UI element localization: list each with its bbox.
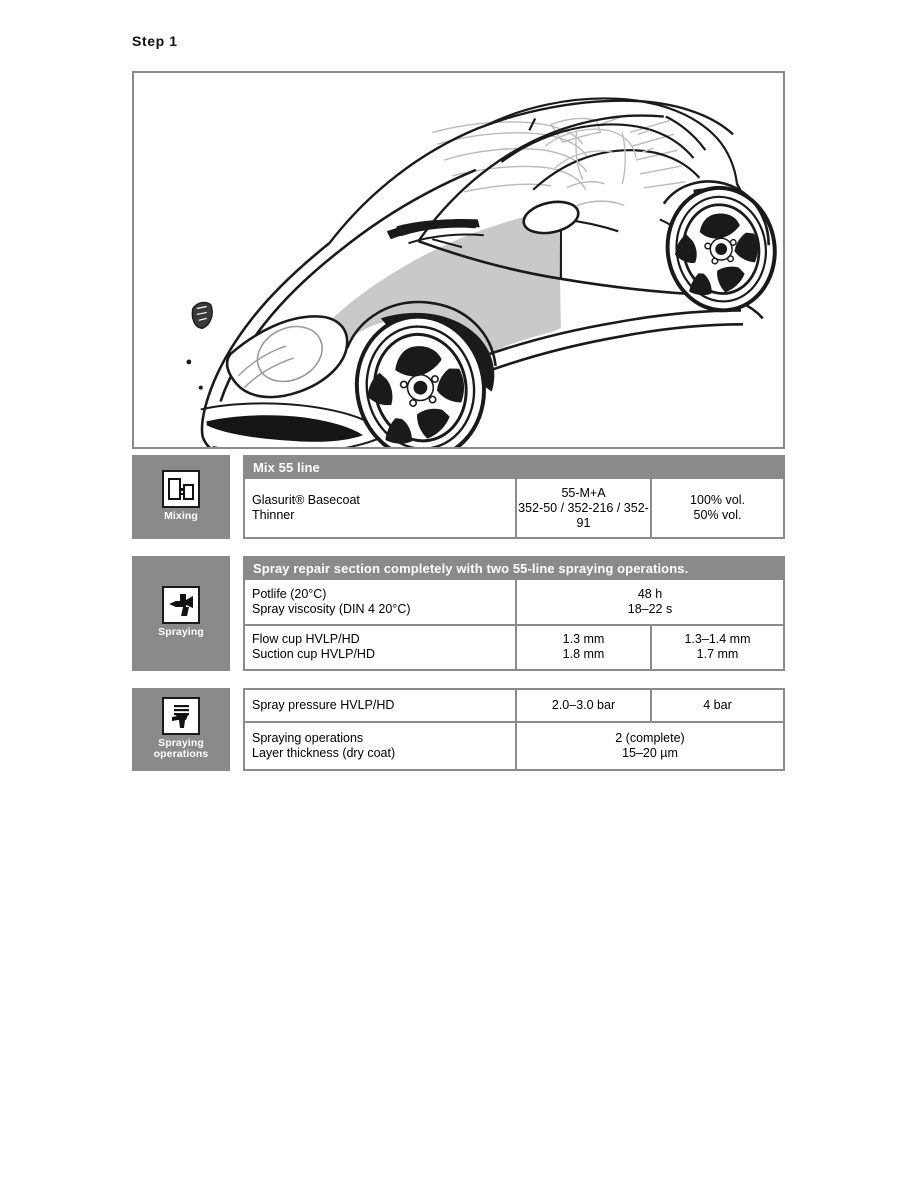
page-title: Step 1 bbox=[132, 33, 178, 49]
spraying-operations-icon-label bbox=[154, 738, 209, 761]
spraying-row2-labels bbox=[245, 626, 515, 670]
spraying-operations-icon-cell bbox=[132, 688, 230, 771]
spraying-table bbox=[243, 556, 785, 671]
value-spray-viscosity: 18–22 s bbox=[627, 601, 673, 616]
label-flow-cup: Flow cup HVLP/HD bbox=[252, 632, 360, 647]
value-thinner-codes: 352-50 / 352-216 / 352-91 bbox=[518, 500, 649, 530]
icon-label-line1: Spraying bbox=[158, 736, 204, 749]
table-row bbox=[245, 723, 783, 769]
table-row bbox=[245, 690, 783, 721]
label-basecoat: Glasurit® Basecoat bbox=[252, 493, 360, 507]
spray-gun-icon bbox=[162, 586, 200, 624]
spraying-operations-block bbox=[132, 688, 785, 771]
value-layer-thickness: 15–20 µm bbox=[622, 746, 678, 760]
value-potlife: 48 h bbox=[637, 586, 663, 601]
value-basecoat-volume: 100% vol. bbox=[690, 493, 745, 507]
spraying-table-header: Spray repair section completely with two 55-line spraying operations. bbox=[245, 558, 783, 580]
table-row bbox=[245, 626, 783, 670]
spacer bbox=[230, 556, 243, 671]
value-flow-cup-hvlp: 1.3 mm bbox=[562, 632, 605, 647]
label-spraying-operations: Spraying operations bbox=[252, 731, 364, 745]
label-layer-thickness: Layer thickness (dry coat) bbox=[252, 746, 396, 760]
mixing-row-labels bbox=[245, 479, 515, 537]
value-spray-pressure-hd: 4 bar bbox=[703, 698, 732, 712]
value-suction-cup-hvlp: 1.8 mm bbox=[562, 647, 605, 662]
label-spray-pressure: Spray pressure HVLP/HD bbox=[252, 698, 395, 712]
value-spray-pressure-hvlp: 2.0–3.0 bar bbox=[551, 698, 616, 712]
sprayops-row1-mid bbox=[517, 690, 650, 721]
sprayops-row2-labels bbox=[245, 723, 515, 769]
icon-label-line2: operations bbox=[153, 748, 209, 760]
spraying-row1-labels bbox=[245, 580, 515, 624]
mixing-icon-cell bbox=[132, 455, 230, 539]
spraying-row1-values bbox=[517, 580, 783, 624]
value-flow-cup-hd: 1.3–1.4 mm bbox=[684, 632, 751, 647]
spacer bbox=[230, 688, 243, 771]
label-suction-cup: Suction cup HVLP/HD bbox=[252, 647, 375, 662]
label-thinner: Thinner bbox=[252, 508, 295, 522]
mixing-table bbox=[243, 455, 785, 539]
spraying-row2-right bbox=[652, 626, 783, 670]
sprayops-row2-values bbox=[517, 723, 783, 769]
value-suction-cup-hd: 1.7 mm bbox=[696, 647, 739, 662]
value-basecoat-code: 55-M+A bbox=[561, 485, 606, 500]
sensor-dot-2 bbox=[199, 386, 203, 390]
table-row bbox=[245, 479, 783, 537]
mixing-icon-label: Mixing bbox=[164, 509, 198, 522]
porsche-line-drawing bbox=[134, 73, 783, 447]
sensor-dot-1 bbox=[187, 360, 192, 365]
spraying-row2-mid bbox=[517, 626, 650, 670]
table-row bbox=[245, 580, 783, 624]
spraying-icon-label: Spraying bbox=[158, 626, 204, 639]
label-spray-viscosity: Spray viscosity (DIN 4 20°C) bbox=[252, 601, 411, 616]
value-thinner-volume: 50% vol. bbox=[693, 508, 742, 522]
value-spraying-operations: 2 (complete) bbox=[615, 731, 685, 745]
car-illustration-frame bbox=[132, 71, 785, 449]
mixing-block bbox=[132, 455, 785, 539]
spacer bbox=[230, 455, 243, 539]
sprayops-row1-right bbox=[652, 690, 783, 721]
mixing-cans-icon bbox=[162, 470, 200, 508]
sprayops-row1-labels bbox=[245, 690, 515, 721]
mixing-table-header: Mix 55 line bbox=[245, 457, 783, 479]
mixing-row-volumes bbox=[652, 479, 783, 537]
spraying-icon-cell bbox=[132, 556, 230, 671]
label-potlife: Potlife (20°C) bbox=[252, 586, 327, 601]
spray-gun-vertical-icon bbox=[162, 697, 200, 735]
spraying-block bbox=[132, 556, 785, 671]
mixing-row-products bbox=[517, 479, 650, 537]
spraying-operations-table bbox=[243, 688, 785, 771]
